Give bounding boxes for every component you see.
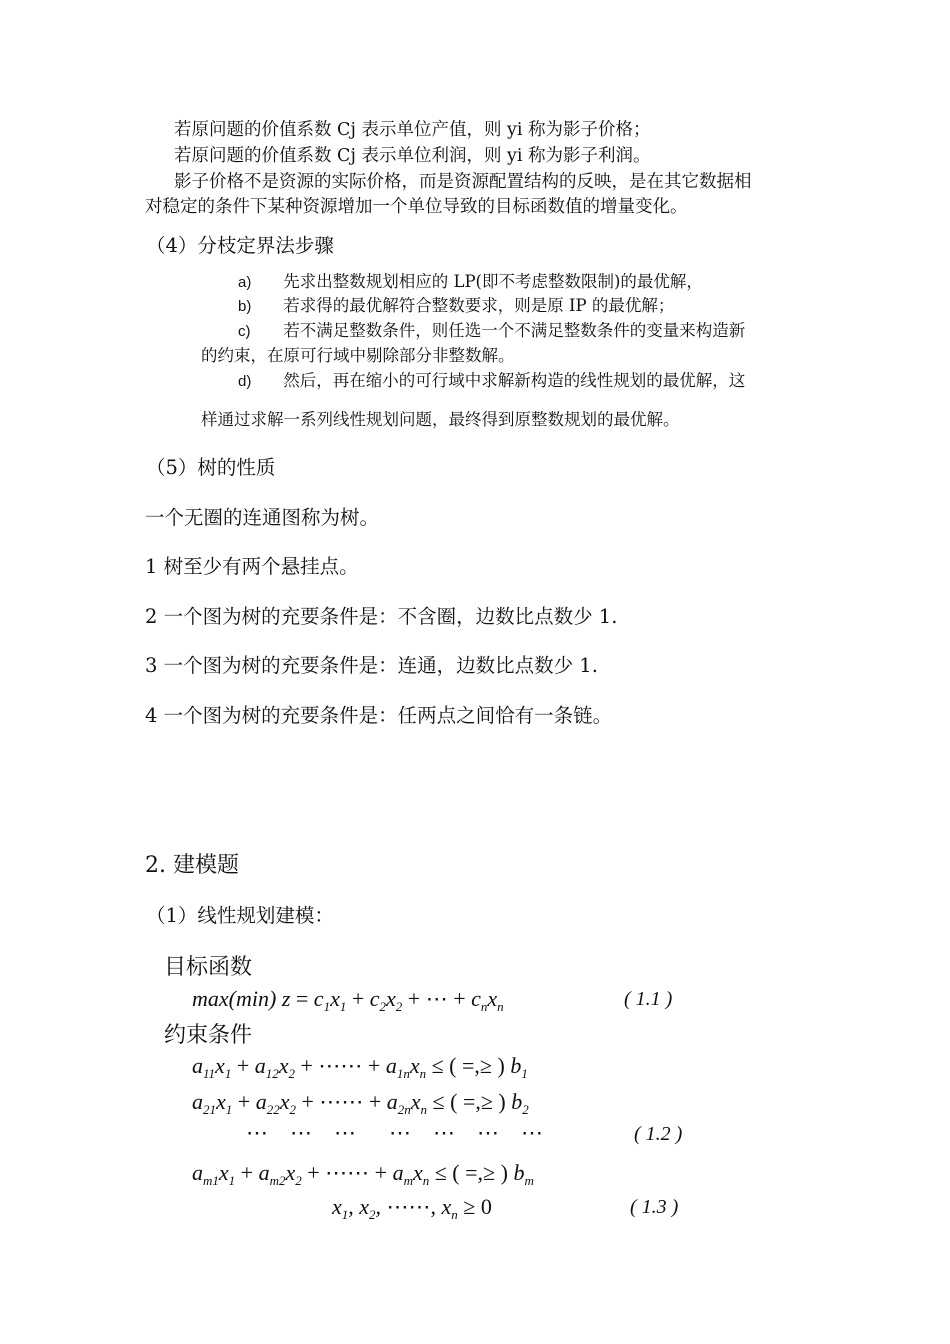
step-c [238, 317, 745, 341]
tree-heading: （5）树的性质 [146, 456, 276, 479]
constraint-row-2: $a_{21}x_1 + a_{22}x_2$ + ⋯⋯ + $a_{2n}x_n$ ≤ ( =,≥ ) $b_2$ [192, 1089, 529, 1117]
tree-property-3: 3 一个图为树的充要条件是：连通，边数比点数少 1. [145, 654, 598, 677]
shadow-price-line-4: 对稳定的条件下某种资源增加一个单位导致的目标函数值的增量变化。 [145, 197, 688, 217]
step-a-label: a) [238, 274, 252, 291]
equation-number-1-3: ( 1.3 ) [630, 1196, 679, 1218]
tree-property-2: 2 一个图为树的充要条件是：不含圈，边数比点数少 1. [145, 605, 618, 628]
objective-function: max(min) $z = c_1x_1 + c_2x_2$ + ⋯ + $c_nx_n$ [192, 986, 504, 1014]
step-a [238, 268, 703, 292]
step-d [238, 367, 745, 391]
step-b-text: 若求得的最优解符合整数要求，则是原 IP 的最优解； [283, 296, 675, 315]
step-c-text: 若不满足整数条件，则任选一个不满足整数条件的变量来构造新 [283, 321, 746, 340]
step-b [238, 292, 674, 316]
branch-bound-heading: （4）分枝定界法步骤 [146, 234, 334, 257]
step-a-text: 先求出整数规划相应的 LP(即不考虑整数限制)的最优解， [283, 272, 703, 291]
equation-number-1-2: ( 1.2 ) [634, 1123, 683, 1145]
constraint-ellipsis-row: ⋯ ⋯ ⋯ ⋯ ⋯ ⋯ ⋯ [246, 1120, 543, 1145]
step-d-label: d) [238, 373, 252, 390]
constraint-label: 约束条件 [164, 1023, 253, 1048]
tree-intro: 一个无圈的连通图称为树。 [145, 506, 380, 529]
constraint-row-1: $a_{11}x_1 + a_{12}x_2$ + ⋯⋯ + $a_{1n}x_n$ ≤ ( =,≥ ) $b_1$ [192, 1053, 528, 1081]
nonnegativity-bound: ≥ 0 [463, 1194, 492, 1219]
lp-modeling-heading: （1）线性规划建模： [146, 904, 334, 927]
equation-number-1-1: ( 1.1 ) [624, 988, 673, 1010]
tree-property-4: 4 一个图为树的充要条件是：任两点之间恰有一条链。 [145, 704, 613, 727]
shadow-price-line-2: 若原问题的价值系数 Cj 表示单位利润，则 yi 称为影子利润。 [174, 146, 651, 166]
constraint-row-m: $a_{m1}x_1 + a_{m2}x_2$ + ⋯⋯ + $a_mx_n$ ≤ ( =,≥ ) $b_m$ [192, 1160, 534, 1188]
step-c-label: c) [238, 323, 251, 340]
shadow-price-line-1: 若原问题的价值系数 Cj 表示单位产值，则 yi 称为影子价格； [174, 120, 651, 140]
step-d-text: 然后，再在缩小的可行域中求解新构造的线性规划的最优解，这 [283, 371, 746, 390]
step-d-continuation: 样通过求解一系列线性规划问题，最终得到原整数规划的最优解。 [201, 410, 680, 429]
objective-prefix: max(min) [192, 986, 277, 1011]
objective-label: 目标函数 [164, 955, 253, 980]
step-c-continuation: 的约束，在原可行域中剔除部分非整数解。 [201, 346, 515, 365]
tree-property-1: 1 树至少有两个悬挂点。 [145, 555, 359, 578]
step-b-label: b) [238, 298, 252, 315]
shadow-price-line-3: 影子价格不是资源的实际价格，而是资源配置结构的反映，是在其它数据相 [174, 172, 752, 192]
nonnegativity-constraint: $x_1$, $x_2$, ⋯⋯, $x_n \ge 0$ [332, 1194, 492, 1222]
section-title: 2. 建模题 [145, 853, 239, 878]
